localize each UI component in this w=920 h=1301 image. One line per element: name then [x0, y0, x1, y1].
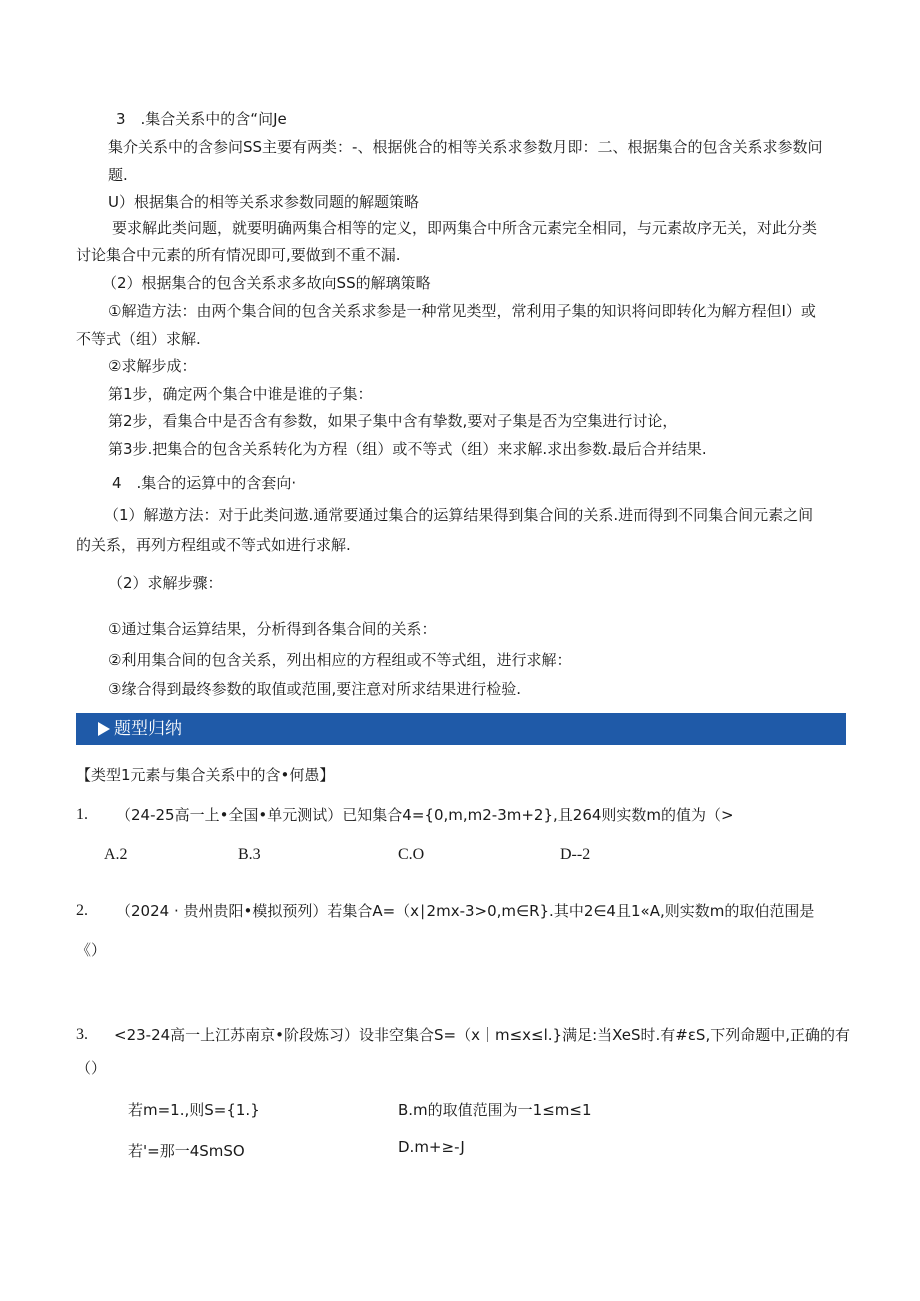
section4-step2: ②利用集合间的包含关系，列出相应的方程组或不等式组，进行求解：: [108, 651, 572, 669]
q3-line2: （）: [76, 1059, 107, 1077]
section3-sub2-title: （2）根据集合的包含关系求多故向SS的解璃策略: [102, 274, 431, 292]
section-banner: [76, 713, 846, 745]
q1-option-d: D--2: [560, 846, 591, 863]
section4-method-line1: （1）解遨方法：对于此类问遨.通常要通过集合的运算结果得到集合间的关系.进而得到不同集合间元素之间: [104, 506, 814, 524]
section3-method-line2: 不等式（组）求解.: [76, 330, 201, 348]
q3-option-b: B.m的取值范围为一1≤m≤1: [398, 1101, 592, 1119]
section3-heading: 3 .集合关系中的含“问Je: [116, 110, 287, 128]
section3-steps-title: ②求解步成：: [108, 357, 197, 375]
q1-number: 1.: [76, 806, 88, 823]
section3-method-line1: ①解造方法：由两个集合间的包含关系求参是一种常见类型，常利用子集的知识将问即转化为解方程但I）或: [108, 302, 816, 320]
section3-step1: 第1步，确定两个集合中谁是谁的子集：: [108, 385, 373, 403]
q1-option-c: C.O: [398, 846, 425, 863]
play-triangle-icon: [98, 722, 110, 736]
q1-option-a: A.2: [104, 846, 128, 863]
q3-option-d: D.m+≥-J: [398, 1138, 465, 1156]
section3-step3: 第3步.把集合的包含关系转化为方程（组）或不等式（组）来求解.求出参数.最后合并结果.: [108, 440, 707, 458]
section3-sub1-title: U）根据集合的相等关系求参数同题的解题策略: [108, 193, 419, 211]
q2-text: （2024 · 贵州贵阳•模拟预列）若集合A=（x∣2mx-3>0,m∈R}.其中2∈4且1«A,则实数m的取伯范围是: [116, 902, 815, 920]
q2-line2: 《）: [76, 941, 107, 959]
section4-steps-title: （2）求解步骤：: [108, 574, 223, 592]
banner-label: 题型归纳: [114, 719, 182, 739]
q3-option-a: 若m=1.,则S={1.}: [128, 1101, 260, 1119]
q3-number: 3.: [76, 1026, 88, 1043]
section3-sub1-body-line1: 要求解此类问题，就要明确两集合相等的定义，即两集合中所含元素完全相同，与元素故序无关，对此分类: [112, 219, 818, 237]
q1-text: （24-25高一上•全国•单元测试）已知集合4={0,m,m2-3m+2},且264则实数m的值为（>: [116, 806, 734, 824]
q2-number: 2.: [76, 902, 88, 919]
section4-method-line2: 的关系，再列方程组或不等式如进行求解.: [76, 536, 351, 554]
section4-step3: ③缘合得到最终参数的取值或范围,要注意对所求结果进行检验.: [108, 680, 521, 698]
type1-title: 【类型1元素与集合关系中的含•何愚】: [76, 766, 335, 784]
section3-step2: 第2步，看集合中是否含有参数，如果子集中含有挚数,要对子集是否为空集进行讨论，: [108, 412, 678, 430]
section4-step1: ①通过集合运算结果，分析得到各集合间的关系：: [108, 620, 437, 638]
section3-intro-line2: 题.: [108, 166, 128, 184]
section3-intro-line1: 集介关系中的含参问SS主要有两类：-、根据佻合的相等关系求参数月即：二、根据集合的包含关系求参数问: [108, 138, 823, 156]
section3-sub1-body-line2: 讨论集合中元素的所有情况即可,要做到不重不漏.: [76, 246, 401, 264]
q3-option-c: 若'=那一4SmSO: [128, 1142, 245, 1160]
q3-text: <23-24高一上江苏南京•阶段炼习）设非空集合S=（x｜m≤x≤l.}满足:当XeS时.有#εS,下列命题中,正确的有: [114, 1026, 850, 1044]
q1-option-b: B.3: [238, 846, 261, 863]
section4-heading: 4 .集合的运算中的含套向·: [112, 474, 297, 492]
